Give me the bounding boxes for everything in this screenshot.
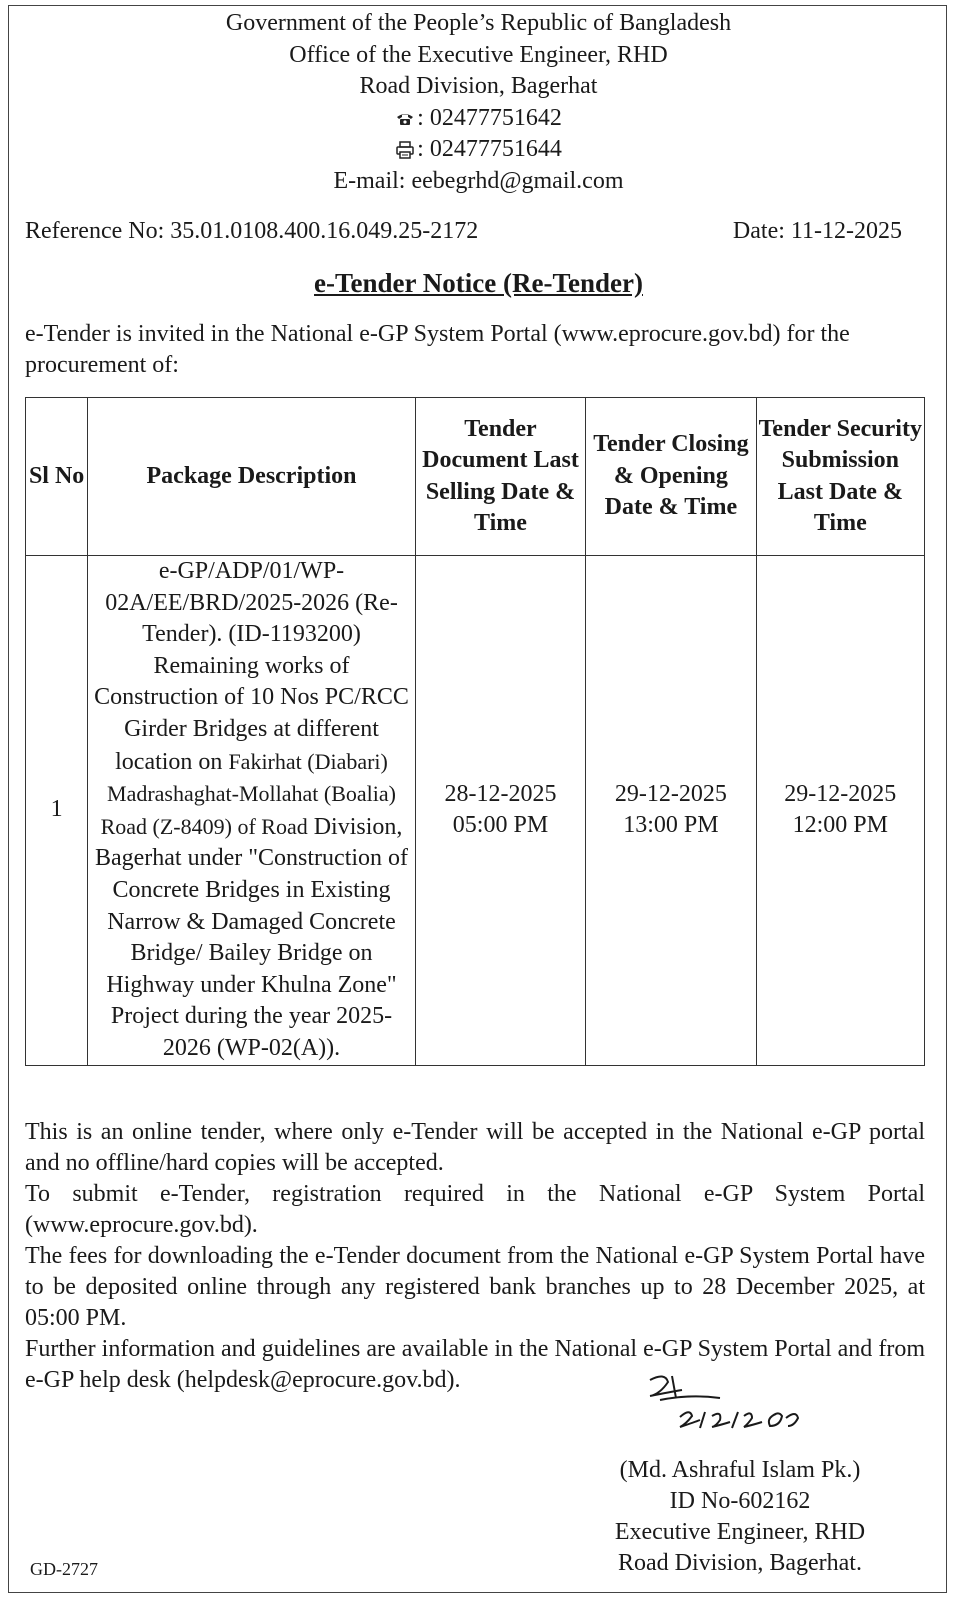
phone-line: [0, 103, 957, 135]
office-line: Office of the Executive Engineer, RHD: [289, 41, 668, 68]
note-registration: To submit e-Tender, registration required in the National e-GP System Portal (www.eprocure.gov.bd).: [25, 1181, 925, 1238]
cell-security: [756, 556, 924, 1066]
header-package-description: Package Description: [88, 398, 416, 556]
signature-date: ১১/১২/২০২৫: [620, 1372, 626, 1373]
fax-number: : 02477751644: [417, 136, 562, 162]
header-closing-opening: Tender Closing & Opening Date & Time: [586, 398, 756, 556]
security-time: 12:00 PM: [792, 812, 888, 839]
notice-date: Date: 11-12-2025: [732, 218, 902, 244]
closing-date: 29-12-2025: [614, 780, 727, 807]
cell-last-selling: [415, 556, 585, 1066]
header-last-selling: Tender Document Last Selling Date & Time: [415, 398, 585, 556]
table-row: [26, 556, 925, 1066]
tender-table: [25, 397, 925, 1066]
reference-row: [25, 218, 902, 245]
package-text-2: Fakirhat (Diabari) Madrashaghat-Mollahat (Boalia) Road (Z-8409) of Road: [100, 748, 396, 839]
intro-text: e-Tender is invited in the National e-GP System Portal (www.eprocure.gov.bd) for the procurement of:: [25, 321, 850, 378]
signatory-designation: Executive Engineer, RHD: [614, 1519, 866, 1545]
gd-code: GD-2727: [30, 1559, 98, 1579]
header-sl-no: Sl No: [26, 398, 88, 556]
last-selling-date: 28-12-2025: [444, 780, 557, 807]
phone-icon: [395, 112, 415, 126]
email-line: E-mail: eebegrhd@gmail.com: [333, 167, 624, 194]
header-security-submission: Tender Security Submission Last Date & Time: [756, 398, 924, 556]
note-further-info: Further information and guidelines are available in the National e-GP System Portal and from e-GP help desk (helpdesk@eprocure.gov.bd).: [25, 1336, 925, 1393]
note-fees: The fees for downloading the e-Tender document from the National e-GP System Portal have to be deposited online through any registered bank branches up to 28 December 2025, at 05:00 PM.: [25, 1243, 925, 1331]
fax-icon: [395, 141, 415, 159]
note-online-only: This is an online tender, where only e-Tender will be accepted in the National e-GP portal and no offline/hard copies will be accepted.: [25, 1119, 925, 1176]
closing-time: 13:00 PM: [623, 812, 719, 839]
signatory-id: ID No-602162: [669, 1488, 811, 1514]
fax-line: [0, 134, 957, 166]
govt-line: Government of the People’s Republic of Bangladesh: [225, 10, 732, 36]
cell-sl: 1: [26, 556, 88, 1066]
reference-number: Reference No: 35.01.0108.400.16.049.25-2172: [25, 218, 479, 244]
notice-title: e-Tender Notice (Re-Tender): [314, 268, 643, 298]
notes-section: [25, 1117, 925, 1396]
handwritten-signature: [620, 1372, 880, 1432]
package-text-1: e-GP/ADP/01/WP-02A/EE/BRD/2025-2026 (Re-Tender). (ID-1193200) Remaining works of Construction of 10 Nos PC/RCC Girder Bridges at different location on: [94, 558, 409, 775]
cell-closing: [586, 556, 756, 1066]
signatory-name: (Md. Ashraful Islam Pk.): [619, 1457, 861, 1483]
last-selling-time: 05:00 PM: [452, 812, 549, 839]
package-text-3: Division, Bagerhat under "Construction of Concrete Bridges in Existing Narrow & Damaged Concrete Bridge/ Bailey Bridge on Highway under Khulna Zone" Project during the year 2025-2026 (WP-02(A)).: [94, 813, 409, 1061]
signatory-office: Road Division, Bagerhat.: [618, 1550, 862, 1576]
letterhead: [0, 8, 957, 197]
division-line: Road Division, Bagerhat: [359, 73, 598, 99]
cell-package-description: [88, 556, 416, 1066]
security-date: 29-12-2025: [784, 780, 897, 807]
phone-number: : 02477751642: [417, 104, 562, 131]
table-header-row: [26, 398, 925, 556]
signatory-block: [590, 1455, 890, 1579]
